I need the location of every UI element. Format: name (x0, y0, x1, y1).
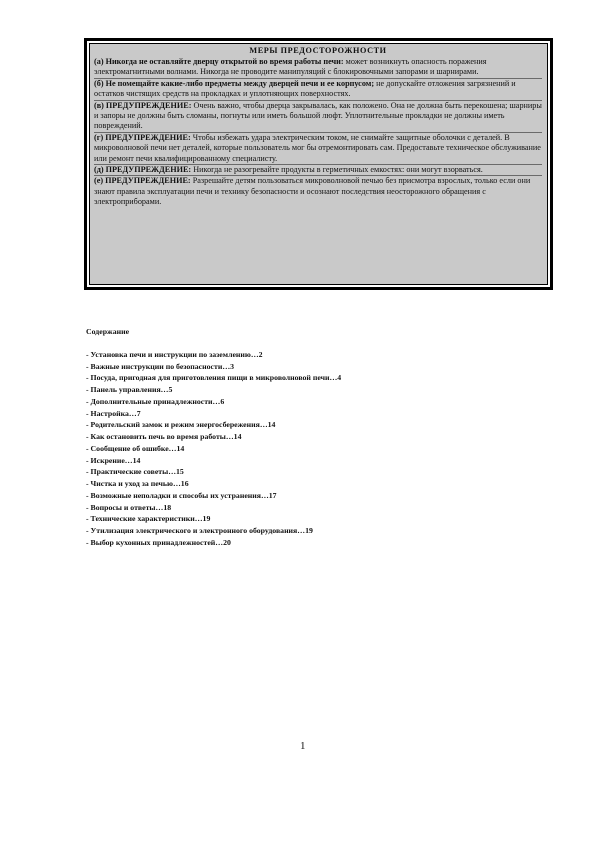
toc-list (86, 349, 546, 549)
safety-warning-box (84, 38, 553, 290)
toc-entry: - Дополнительные принадлежности…6 (86, 396, 225, 406)
warning-item-text: Разрешайте детям пользоваться микроволновой печью без присмотра взрослых, только если они знают правила эксплуатации печи и технику безопасности и осознают последствия неосторожного обращения с электроприборами. (94, 176, 531, 207)
toc-entry: - Возможные неполадки и способы их устранения…17 (86, 490, 277, 500)
toc-entry: - Чистка и уход за печью…16 (86, 479, 189, 488)
safety-warning-title: МЕРЫ ПРЕДОСТОРОЖНОСТИ (249, 46, 387, 55)
toc-entry: - Вопросы и ответы…18 (86, 502, 172, 512)
warning-item-lead: (а) Никогда не оставляйте дверцу открытой во время работы печи: (94, 57, 344, 66)
toc-entry: - Сообщение об ошибке…14 (86, 443, 185, 453)
warning-item-d (94, 132, 542, 164)
toc-entry: - Искрение…14 (86, 455, 141, 465)
toc-entry: - Утилизация электрического и электронного оборудования…19 (86, 526, 313, 535)
warning-item-e (94, 164, 542, 175)
warning-item-lead: (г) ПРЕДУПРЕЖДЕНИЕ: (94, 132, 191, 142)
warning-item-f (94, 175, 542, 207)
toc-entry: - Родительский замок и режим энергосбережения…14 (86, 420, 276, 430)
safety-warning-inner (89, 43, 548, 285)
table-of-contents (86, 326, 546, 549)
warning-item-lead: (д) ПРЕДУПРЕЖДЕНИЕ: (94, 165, 192, 175)
page-number: 1 (300, 740, 306, 752)
warning-item-text: может возникнуть опасность поражения электромагнитными волнами. Никогда не проводите манипуляций с блокировочными запорами и шарнирами. (94, 57, 487, 77)
warning-item-c (94, 100, 542, 132)
toc-entry: - Настройка…7 (86, 408, 141, 418)
toc-entry: - Как остановить печь во время работы…14 (86, 432, 242, 441)
toc-entry: - Важные инструкции по безопасности…3 (86, 361, 235, 371)
warning-item-a (94, 57, 542, 78)
toc-entry: - Практические советы…15 (86, 467, 184, 477)
warning-item-b (94, 78, 542, 100)
warning-item-text: Чтобы избежать удара электрическим током, не снимайте защитные оболочки с деталей. В микроволновой печи нет деталей, которые пользователь мог бы отремонтировать сам. Предоставьте техническое обслуживание или ремонт печи квалифицированному специалисту. (94, 132, 541, 163)
toc-entry: - Технические характеристики…19 (86, 514, 211, 524)
toc-title: Содержание (86, 327, 130, 336)
warning-item-text: Очень важно, чтобы дверца закрывалась, как положено. Она не должна быть перекошена; шарниры и запоры не должны быть сломаны, погнуты или иметь большой люфт. Уплотнительные прокладки не должны иметь повреждений. (94, 100, 542, 131)
toc-entry: - Установка печи и инструкции по заземлению…2 (86, 349, 263, 359)
warning-item-lead: (в) ПРЕДУПРЕЖДЕНИЕ: (94, 100, 192, 110)
toc-entry: - Выбор кухонных принадлежностей…20 (86, 537, 231, 547)
warning-item-lead: (б) Не помещайте какие-либо предметы между дверцей печи и ее корпусом; (94, 78, 375, 88)
toc-entry: - Панель управления…5 (86, 385, 173, 394)
warning-item-lead: (е) ПРЕДУПРЕЖДЕНИЕ: (94, 176, 191, 186)
warning-item-text: Никогда не разогревайте продукты в герметичных емкостях: они могут взорваться. (191, 165, 483, 175)
toc-entry: - Посуда, пригодная для приготовления пищи в микроволновой печи…4 (86, 373, 342, 383)
warning-item-text: не допускайте отложения загрязнений и остатков чистящих средств на прокладках и уплотняющих поверхностях. (94, 78, 516, 99)
